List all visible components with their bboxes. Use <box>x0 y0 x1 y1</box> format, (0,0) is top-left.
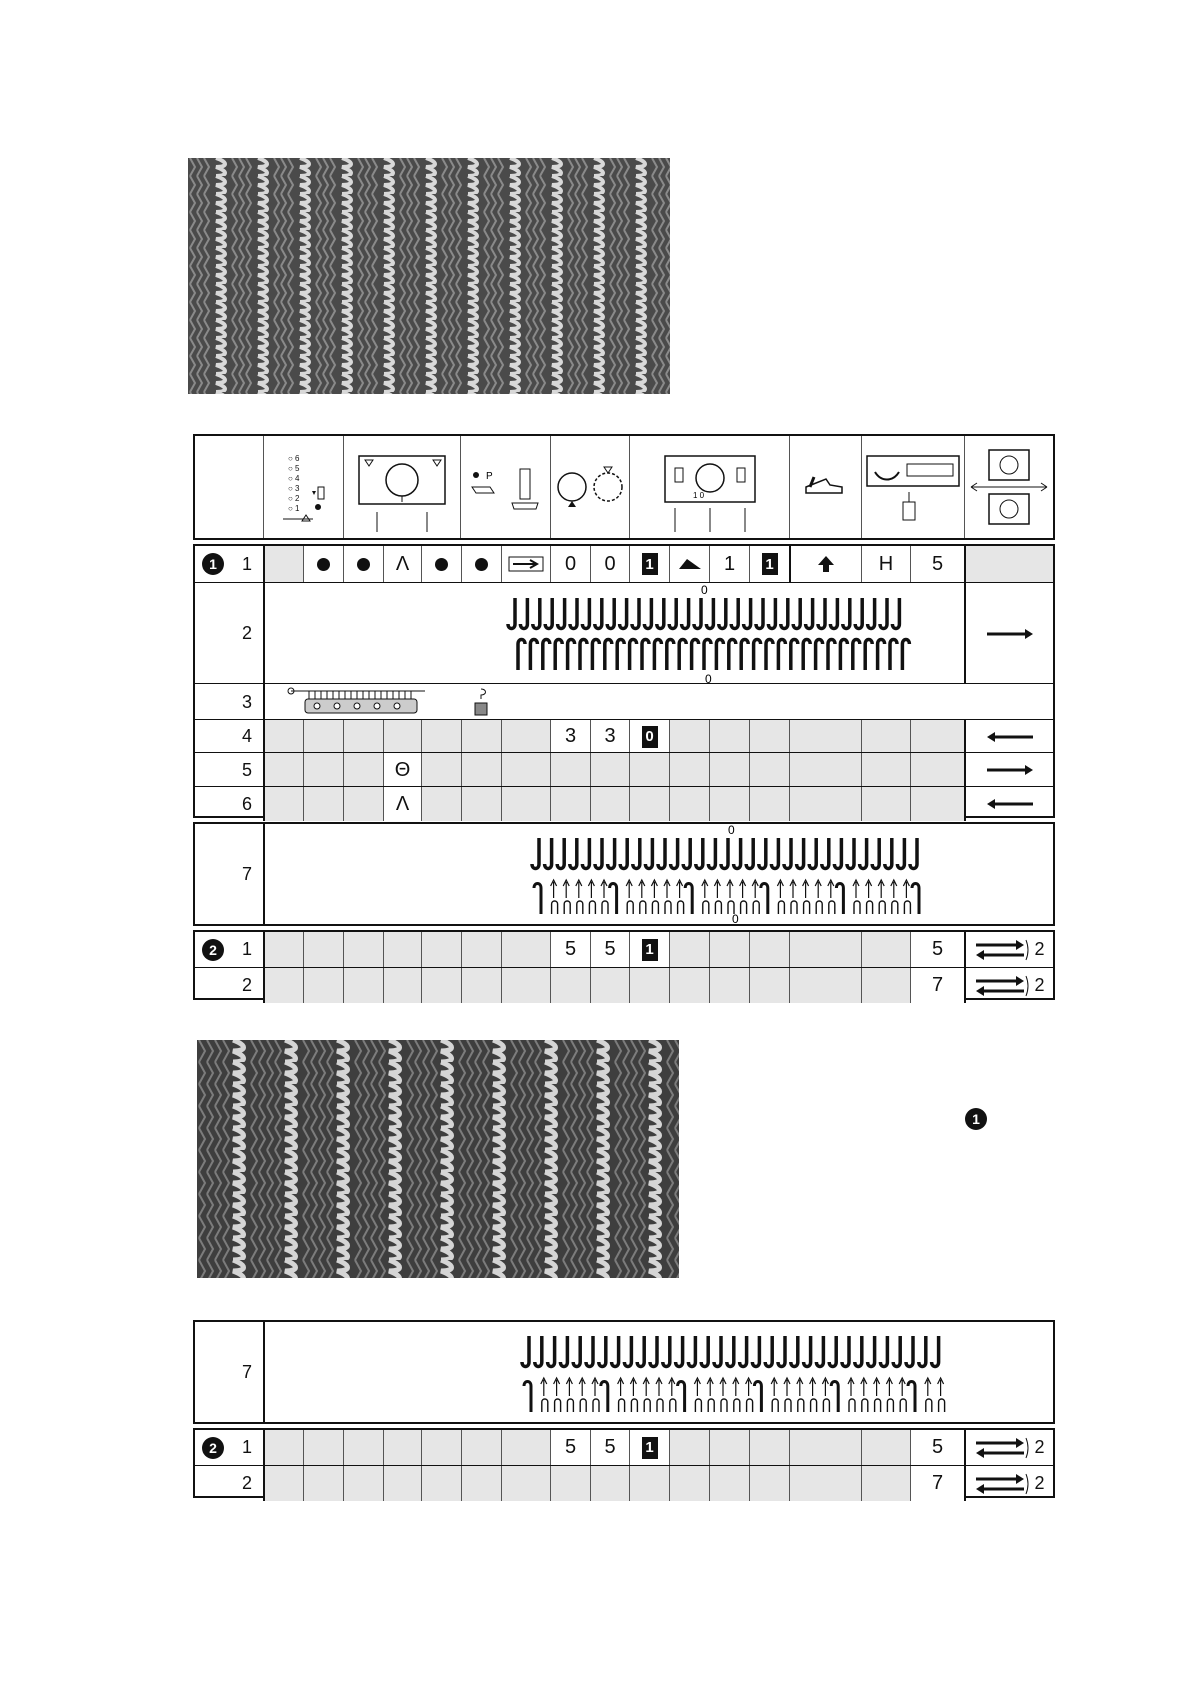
transfer-direction-icon <box>964 436 1053 538</box>
grid-cell <box>590 787 629 821</box>
grid-cell <box>669 1430 709 1465</box>
double-arrow-repeat-icon: 2 <box>964 1466 1053 1501</box>
needle-diagram-transfer <box>263 824 1053 924</box>
row-number: 7 <box>241 863 252 884</box>
svg-text:P: P <box>485 471 493 482</box>
grid-cell <box>550 1466 590 1501</box>
cell-value: 7 <box>931 974 944 996</box>
cell-empty <box>964 546 1053 582</box>
grid-cell <box>669 753 709 787</box>
cell-dot <box>461 546 501 582</box>
grid-cell <box>550 787 590 821</box>
row-number: 1 <box>241 939 252 959</box>
grid-cell <box>709 968 749 1003</box>
cell-value: Θ <box>394 758 411 781</box>
needle-zero-mark: 0 <box>732 912 739 924</box>
row-5 <box>195 752 1053 787</box>
grid-cell <box>263 787 303 821</box>
cell-value: 7 <box>931 1472 944 1494</box>
svg-text:○ 5: ○ 5 <box>288 464 300 473</box>
grid-cell <box>461 932 501 967</box>
grid-cell <box>550 1430 590 1465</box>
grid-cell <box>501 1466 550 1501</box>
machine-settings-header <box>193 434 1055 540</box>
section-badge: 1 <box>195 546 231 582</box>
grid-cell <box>709 720 749 753</box>
double-arrow-repeat-icon: 2 <box>964 968 1053 1003</box>
cell-value: 3 <box>604 725 616 747</box>
cell-right-arrow-icon <box>501 546 550 582</box>
needle-zero-mark: 0 <box>701 583 708 597</box>
grid-cell <box>303 1466 343 1501</box>
row-3 <box>195 683 1053 720</box>
grid-cell <box>709 753 749 787</box>
cell-value: 5 <box>604 1436 616 1458</box>
tension-scale-icon <box>263 436 343 538</box>
cell-dot <box>303 546 343 582</box>
knit-swatch-photo-bottom <box>197 1040 679 1278</box>
cell-value: 5 <box>931 938 944 960</box>
cell-value: 3 <box>564 725 577 747</box>
grid-cell <box>789 1430 861 1465</box>
row-1 <box>195 932 1053 967</box>
cell-value: 5 <box>931 1436 944 1458</box>
row-number: 5 <box>241 759 252 780</box>
needle-diagram-full <box>263 583 964 684</box>
grid-cell <box>263 1430 303 1465</box>
grid-cell <box>421 1466 461 1501</box>
grid-cell <box>709 1466 749 1501</box>
grid-cell <box>343 1430 383 1465</box>
row-number: 4 <box>241 726 252 746</box>
grid-cell <box>343 787 383 821</box>
grid-cell <box>590 968 629 1003</box>
cell-empty <box>263 546 303 582</box>
cell-value: 0 <box>550 546 590 582</box>
grid-cell <box>789 753 861 787</box>
double-arrow-repeat-icon: 2 <box>964 1430 1053 1465</box>
row-1 <box>195 1430 1053 1465</box>
grid-cell <box>550 720 590 753</box>
grid-cell <box>501 720 550 753</box>
grid-cell <box>343 968 383 1003</box>
grid-cell <box>861 968 910 1003</box>
row-2 <box>195 1465 1053 1501</box>
grid-cell <box>383 1430 421 1465</box>
grid-cell <box>910 968 964 1003</box>
grid-cell <box>263 720 303 753</box>
cell-value: Λ <box>395 792 410 815</box>
row-number: 2 <box>241 975 252 995</box>
svg-text:○ 6: ○ 6 <box>288 454 300 463</box>
grid-cell <box>789 968 861 1003</box>
grid-cell <box>343 753 383 787</box>
grid-cell <box>421 1430 461 1465</box>
grid-cell <box>749 968 789 1003</box>
double-arrow-repeat-icon: 2 <box>964 932 1053 967</box>
row-number: 1 <box>241 553 252 574</box>
needle-diagram-row-7-top <box>193 822 1055 926</box>
grid-cell <box>629 1430 669 1465</box>
cell-sym: Λ <box>383 546 421 582</box>
grid-cell <box>910 720 964 753</box>
grid-cell <box>861 1430 910 1465</box>
grid-cell <box>421 720 461 753</box>
row-number: 2 <box>241 1473 252 1493</box>
row-4 <box>195 719 1053 753</box>
grid-cell <box>501 968 550 1003</box>
carriage-icon <box>343 436 460 538</box>
grid-cell <box>590 932 629 967</box>
right-arrow-icon <box>964 753 1053 787</box>
grid-cell <box>303 720 343 753</box>
block-value: 1 <box>642 939 658 961</box>
grid-cell <box>263 968 303 1003</box>
grid-cell <box>629 787 669 821</box>
needle-diagram-transfer <box>263 1322 1053 1422</box>
section-badge: 2 <box>195 1430 231 1465</box>
grid-cell <box>789 720 861 753</box>
section-badge: 2 <box>195 932 231 967</box>
row-number: 6 <box>241 793 252 814</box>
grid-cell <box>709 1430 749 1465</box>
grid-cell <box>461 753 501 787</box>
grid-cell <box>383 720 421 753</box>
cell-wedge-icon <box>669 546 709 582</box>
block-value: 0 <box>642 726 658 748</box>
pattern-table-section-1 <box>193 544 1055 818</box>
grid-cell <box>343 1466 383 1501</box>
needle-diagram-row-7-bottom <box>193 1320 1055 1424</box>
grid-cell <box>709 787 749 821</box>
svg-text:○ 2: ○ 2 <box>288 494 300 503</box>
grid-cell <box>669 932 709 967</box>
weight-hook-icon <box>789 436 861 538</box>
grid-cell <box>669 968 709 1003</box>
cast-on-comb-icon <box>263 684 1053 720</box>
grid-cell <box>421 787 461 821</box>
cell-up-arrow-icon <box>789 546 861 582</box>
svg-text:○ 4: ○ 4 <box>288 474 300 483</box>
grid-cell <box>383 787 421 821</box>
row-6 <box>195 786 1053 821</box>
grid-cell <box>303 968 343 1003</box>
grid-cell <box>861 720 910 753</box>
cell-dot <box>421 546 461 582</box>
row-number: 2 <box>241 623 252 643</box>
grid-cell <box>709 932 749 967</box>
grid-cell <box>749 720 789 753</box>
grid-cell <box>789 1466 861 1501</box>
pattern-table-section-2-top <box>193 930 1055 1000</box>
svg-text:○ 1: ○ 1 <box>288 504 300 513</box>
row-number: 3 <box>241 691 252 712</box>
rib-carriage-icon <box>629 436 789 538</box>
grid-cell <box>590 753 629 787</box>
needle-bed-icon <box>861 436 964 538</box>
lever-icon <box>460 436 550 538</box>
grid-cell <box>749 1430 789 1465</box>
cell-value: 5 <box>604 938 616 960</box>
grid-cell <box>383 1466 421 1501</box>
grid-cell <box>910 932 964 967</box>
cell-value: 5 <box>564 938 577 960</box>
cell-block-value: 1 <box>629 546 669 582</box>
grid-cell <box>749 1466 789 1501</box>
cell-block-value: 1 <box>749 546 789 582</box>
grid-cell <box>501 753 550 787</box>
grid-cell <box>669 787 709 821</box>
grid-cell <box>629 968 669 1003</box>
grid-cell <box>461 720 501 753</box>
grid-cell <box>910 1466 964 1501</box>
cell-value: 0 <box>590 546 629 582</box>
grid-cell <box>303 753 343 787</box>
needle-zero-mark: 0 <box>705 671 712 684</box>
cell-value: H <box>861 546 910 582</box>
pattern-table-section-2-bottom <box>193 1428 1055 1498</box>
grid-cell <box>910 787 964 821</box>
grid-cell <box>669 1466 709 1501</box>
grid-cell <box>749 787 789 821</box>
cell-dot <box>343 546 383 582</box>
grid-cell <box>629 720 669 753</box>
grid-cell <box>789 787 861 821</box>
knit-swatch-photo-top <box>188 158 670 394</box>
grid-cell <box>590 720 629 753</box>
row-number: 7 <box>241 1361 252 1382</box>
grid-cell <box>421 968 461 1003</box>
grid-cell <box>461 1430 501 1465</box>
block-value: 1 <box>642 1437 658 1459</box>
grid-cell <box>263 932 303 967</box>
grid-cell <box>303 932 343 967</box>
grid-cell <box>861 787 910 821</box>
grid-cell <box>501 932 550 967</box>
grid-cell <box>550 968 590 1003</box>
row-1 <box>195 546 1053 582</box>
grid-cell <box>343 932 383 967</box>
grid-cell <box>861 1466 910 1501</box>
grid-cell <box>461 968 501 1003</box>
grid-cell <box>383 968 421 1003</box>
grid-cell <box>789 932 861 967</box>
grid-cell <box>461 1466 501 1501</box>
grid-cell <box>501 787 550 821</box>
grid-cell <box>421 753 461 787</box>
left-arrow-icon <box>964 720 1053 753</box>
cell-value: 5 <box>910 546 964 582</box>
grid-cell <box>861 932 910 967</box>
row-2 <box>195 582 1053 684</box>
grid-cell <box>421 932 461 967</box>
grid-cell <box>383 932 421 967</box>
grid-cell <box>263 1466 303 1501</box>
reference-badge: 1 <box>965 1108 987 1130</box>
grid-cell <box>861 753 910 787</box>
needle-zero-mark: 0 <box>728 824 735 837</box>
grid-cell <box>303 787 343 821</box>
grid-cell <box>303 1430 343 1465</box>
left-arrow-icon <box>964 787 1053 821</box>
grid-cell <box>550 753 590 787</box>
grid-cell <box>749 753 789 787</box>
grid-cell <box>550 932 590 967</box>
grid-cell <box>590 1466 629 1501</box>
grid-cell <box>910 753 964 787</box>
row-2 <box>195 967 1053 1003</box>
grid-cell <box>669 720 709 753</box>
right-arrow-icon <box>964 583 1053 684</box>
cell-value: 1 <box>709 546 749 582</box>
svg-text:○ 3: ○ 3 <box>288 484 300 493</box>
grid-cell <box>383 753 421 787</box>
header-nums: 1 0 <box>692 491 704 500</box>
grid-cell <box>629 1466 669 1501</box>
grid-cell <box>910 1430 964 1465</box>
cell-value: 5 <box>564 1436 577 1458</box>
grid-cell <box>461 787 501 821</box>
row-number: 1 <box>241 1437 252 1457</box>
grid-cell <box>629 753 669 787</box>
grid-cell <box>749 932 789 967</box>
grid-cell <box>343 720 383 753</box>
cam-dials-icon <box>550 436 629 538</box>
grid-cell <box>263 753 303 787</box>
grid-cell <box>629 932 669 967</box>
grid-cell <box>501 1430 550 1465</box>
grid-cell <box>590 1430 629 1465</box>
